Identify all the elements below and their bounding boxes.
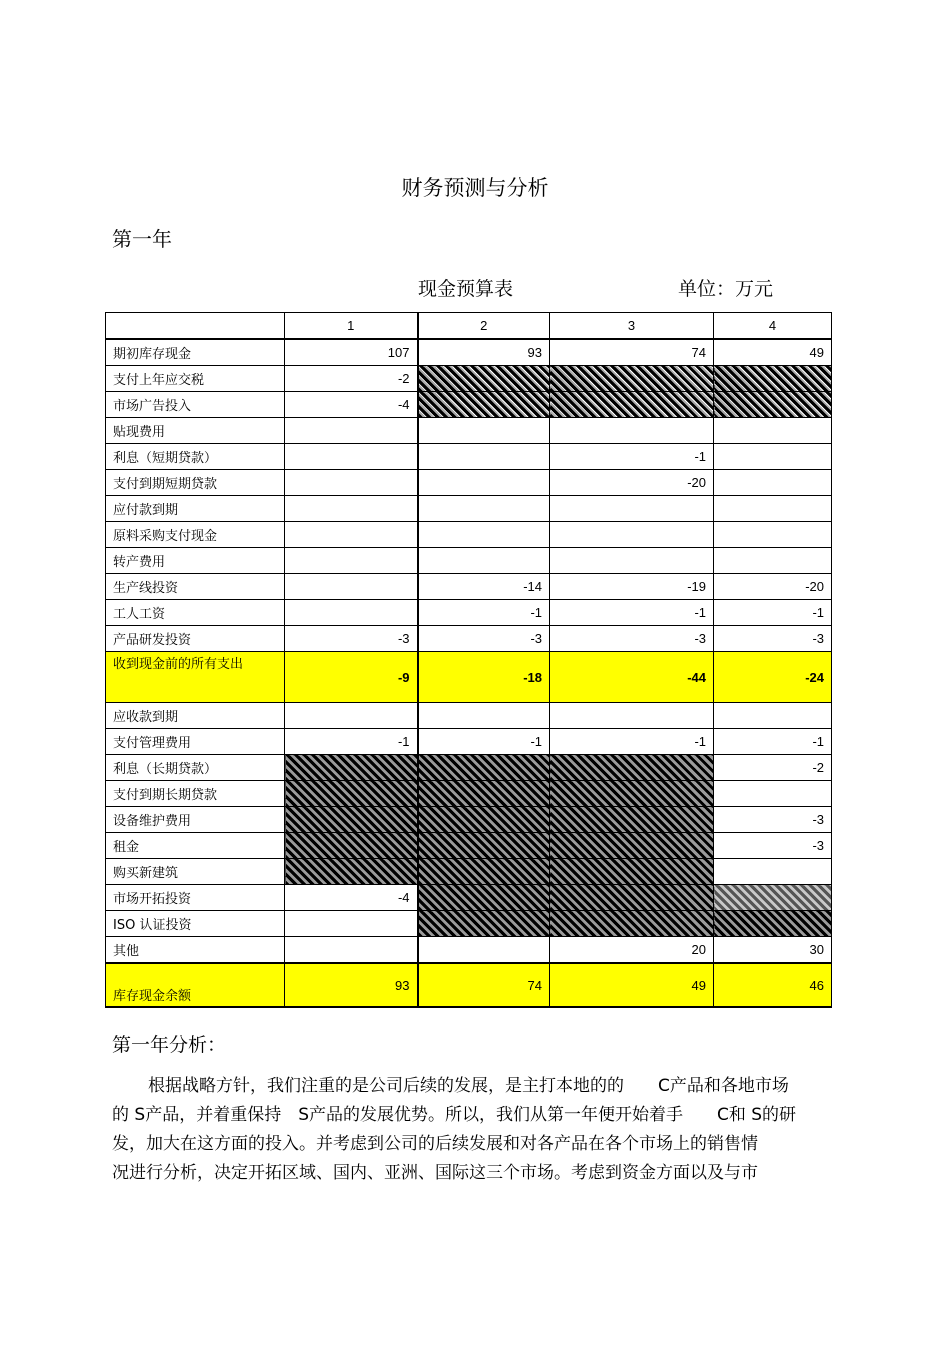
table-cell: -4	[285, 885, 418, 911]
table-cell: -3	[285, 626, 418, 652]
hatched-cell	[285, 755, 418, 781]
column-header: 2	[418, 313, 550, 340]
table-row	[106, 339, 832, 366]
table-cell	[714, 859, 832, 885]
row-label: 设备维护费用	[106, 807, 285, 833]
table-cell	[714, 548, 832, 574]
table-cell	[285, 418, 418, 444]
table-row	[106, 781, 832, 807]
hatched-cell	[285, 833, 418, 859]
hatched-cell	[418, 885, 550, 911]
table-cell	[285, 470, 418, 496]
row-label: 贴现费用	[106, 418, 285, 444]
hatched-cell	[714, 392, 832, 418]
hatched-cell	[285, 807, 418, 833]
table-cell: -3	[714, 807, 832, 833]
table-cell: 74	[550, 339, 714, 366]
row-label: 产品研发投资	[106, 626, 285, 652]
table-cell	[714, 470, 832, 496]
table-cell: -44	[550, 652, 714, 703]
table-cell: -1	[714, 600, 832, 626]
hatched-cell	[550, 807, 714, 833]
table-cell: -2	[285, 366, 418, 392]
table-cell: -1	[550, 729, 714, 755]
table-title: 现金预算表	[418, 278, 514, 300]
table-cell	[285, 444, 418, 470]
table-cell	[418, 703, 550, 729]
table-cell: -19	[550, 574, 714, 600]
table-cell	[550, 418, 714, 444]
table-cell: -4	[285, 392, 418, 418]
table-cell: -1	[714, 729, 832, 755]
table-row	[106, 444, 832, 470]
paragraph-line: 况进行分析，决定开拓区域、国内、亚洲、国际这三个市场。考虑到资金方面以及与市	[112, 1163, 758, 1183]
table-cell	[285, 548, 418, 574]
unit-label: 单位：万元	[678, 278, 774, 300]
hatched-cell	[550, 859, 714, 885]
table-cell	[418, 470, 550, 496]
hatched-cell	[418, 755, 550, 781]
row-label: 应收款到期	[106, 703, 285, 729]
row-label: 利息（短期贷款）	[106, 444, 285, 470]
table-cell: -2	[714, 755, 832, 781]
table-cell	[550, 522, 714, 548]
table-cell	[714, 522, 832, 548]
table-cell	[418, 444, 550, 470]
table-cell	[418, 496, 550, 522]
table-cell: 46	[714, 963, 832, 1007]
row-label: 支付到期长期贷款	[106, 781, 285, 807]
row-label: 原料采购支付现金	[106, 522, 285, 548]
table-cell: 49	[550, 963, 714, 1007]
table-cell	[285, 522, 418, 548]
row-label: 市场开拓投资	[106, 885, 285, 911]
table-cell	[285, 937, 418, 964]
row-label: 转产费用	[106, 548, 285, 574]
table-row	[106, 703, 832, 729]
hatched-cell	[418, 392, 550, 418]
row-label: 工人工资	[106, 600, 285, 626]
table-cell: 30	[714, 937, 832, 964]
table-cell: -9	[285, 652, 418, 703]
table-cell: -1	[418, 729, 550, 755]
table-row	[106, 833, 832, 859]
hatched-cell	[418, 807, 550, 833]
table-row	[106, 470, 832, 496]
table-cell: 20	[550, 937, 714, 964]
column-header: 3	[550, 313, 714, 340]
table-cell: 107	[285, 339, 418, 366]
hatched-cell	[285, 781, 418, 807]
subtotal-row	[106, 652, 832, 703]
table-cell	[550, 548, 714, 574]
row-label: 支付到期短期贷款	[106, 470, 285, 496]
row-label: 利息（长期贷款）	[106, 755, 285, 781]
table-cell	[285, 496, 418, 522]
table-row	[106, 859, 832, 885]
table-row	[106, 626, 832, 652]
table-header-row	[106, 313, 832, 340]
table-cell: -20	[550, 470, 714, 496]
table-cell	[714, 418, 832, 444]
header-corner	[106, 313, 285, 340]
hatched-cell	[418, 859, 550, 885]
cash-budget-table	[105, 312, 832, 1008]
paragraph-line: 根据战略方针，我们注重的是公司后续的发展，是主打本地的的 C产品和各地市场	[148, 1076, 789, 1096]
row-label: 支付上年应交税	[106, 366, 285, 392]
paragraph-line: 发，加大在这方面的投入。并考虑到公司的后续发展和对各产品在各个市场上的销售情	[112, 1134, 758, 1154]
hatched-cell	[550, 885, 714, 911]
table-row	[106, 885, 832, 911]
table-cell	[550, 703, 714, 729]
row-label: 库存现金余额	[106, 963, 285, 1007]
table-cell: -1	[550, 444, 714, 470]
row-label: 收到现金前的所有支出	[106, 652, 285, 703]
column-header: 4	[714, 313, 832, 340]
table-cell: 74	[418, 963, 550, 1007]
row-label: 购买新建筑	[106, 859, 285, 885]
row-label: 生产线投资	[106, 574, 285, 600]
hatched-cell	[550, 911, 714, 937]
table-cell: 93	[418, 339, 550, 366]
table-cell: -3	[550, 626, 714, 652]
table-row	[106, 600, 832, 626]
table-row	[106, 418, 832, 444]
hatched-cell	[418, 833, 550, 859]
table-cell	[418, 548, 550, 574]
table-row	[106, 911, 832, 937]
table-row	[106, 522, 832, 548]
hatched-cell	[418, 911, 550, 937]
table-cell: -1	[418, 600, 550, 626]
row-label: 市场广告投入	[106, 392, 285, 418]
table-cell: 93	[285, 963, 418, 1007]
table-cell	[714, 703, 832, 729]
table-row	[106, 755, 832, 781]
table-cell: -20	[714, 574, 832, 600]
table-cell: 49	[714, 339, 832, 366]
table-cell	[285, 574, 418, 600]
table-cell	[418, 522, 550, 548]
table-row	[106, 548, 832, 574]
table-cell: -18	[418, 652, 550, 703]
year-heading: 第一年	[112, 227, 172, 251]
table-row	[106, 392, 832, 418]
hatched-cell	[550, 833, 714, 859]
table-cell	[550, 496, 714, 522]
hatched-cell	[714, 366, 832, 392]
table-row	[106, 729, 832, 755]
analysis-heading: 第一年分析：	[112, 1034, 227, 1056]
table-cell	[714, 781, 832, 807]
hatched-cell	[418, 366, 550, 392]
row-label: ISO 认证投资	[106, 911, 285, 937]
table-row	[106, 807, 832, 833]
hatched-cell	[550, 781, 714, 807]
hatched-cell	[714, 911, 832, 937]
table-cell	[418, 937, 550, 964]
document-title: 财务预测与分析	[401, 176, 549, 200]
table-cell: -14	[418, 574, 550, 600]
table-cell: -24	[714, 652, 832, 703]
table-cell: -1	[550, 600, 714, 626]
hatched-cell	[550, 366, 714, 392]
table-cell	[418, 418, 550, 444]
table-cell: -3	[714, 833, 832, 859]
hatched-cell	[714, 885, 832, 911]
hatched-cell	[550, 755, 714, 781]
table-row	[106, 937, 832, 964]
table-cell: -3	[418, 626, 550, 652]
table-row	[106, 574, 832, 600]
table-cell	[714, 496, 832, 522]
row-label: 期初库存现金	[106, 339, 285, 366]
hatched-cell	[285, 859, 418, 885]
table-row	[106, 496, 832, 522]
table-cell: -1	[285, 729, 418, 755]
balance-row	[106, 963, 832, 1007]
row-label: 支付管理费用	[106, 729, 285, 755]
table-cell	[285, 911, 418, 937]
hatched-cell	[418, 781, 550, 807]
table-row	[106, 366, 832, 392]
analysis-paragraph	[112, 1072, 834, 1188]
row-label: 应付款到期	[106, 496, 285, 522]
paragraph-line: 的 S产品，并着重保持 S产品的发展优势。所以，我们从第一年便开始着手 C和 S的研	[112, 1105, 797, 1125]
table-cell: -3	[714, 626, 832, 652]
table-cell	[285, 703, 418, 729]
row-label: 租金	[106, 833, 285, 859]
hatched-cell	[550, 392, 714, 418]
column-header: 1	[285, 313, 418, 340]
row-label: 其他	[106, 937, 285, 964]
table-cell	[285, 600, 418, 626]
table-cell	[714, 444, 832, 470]
